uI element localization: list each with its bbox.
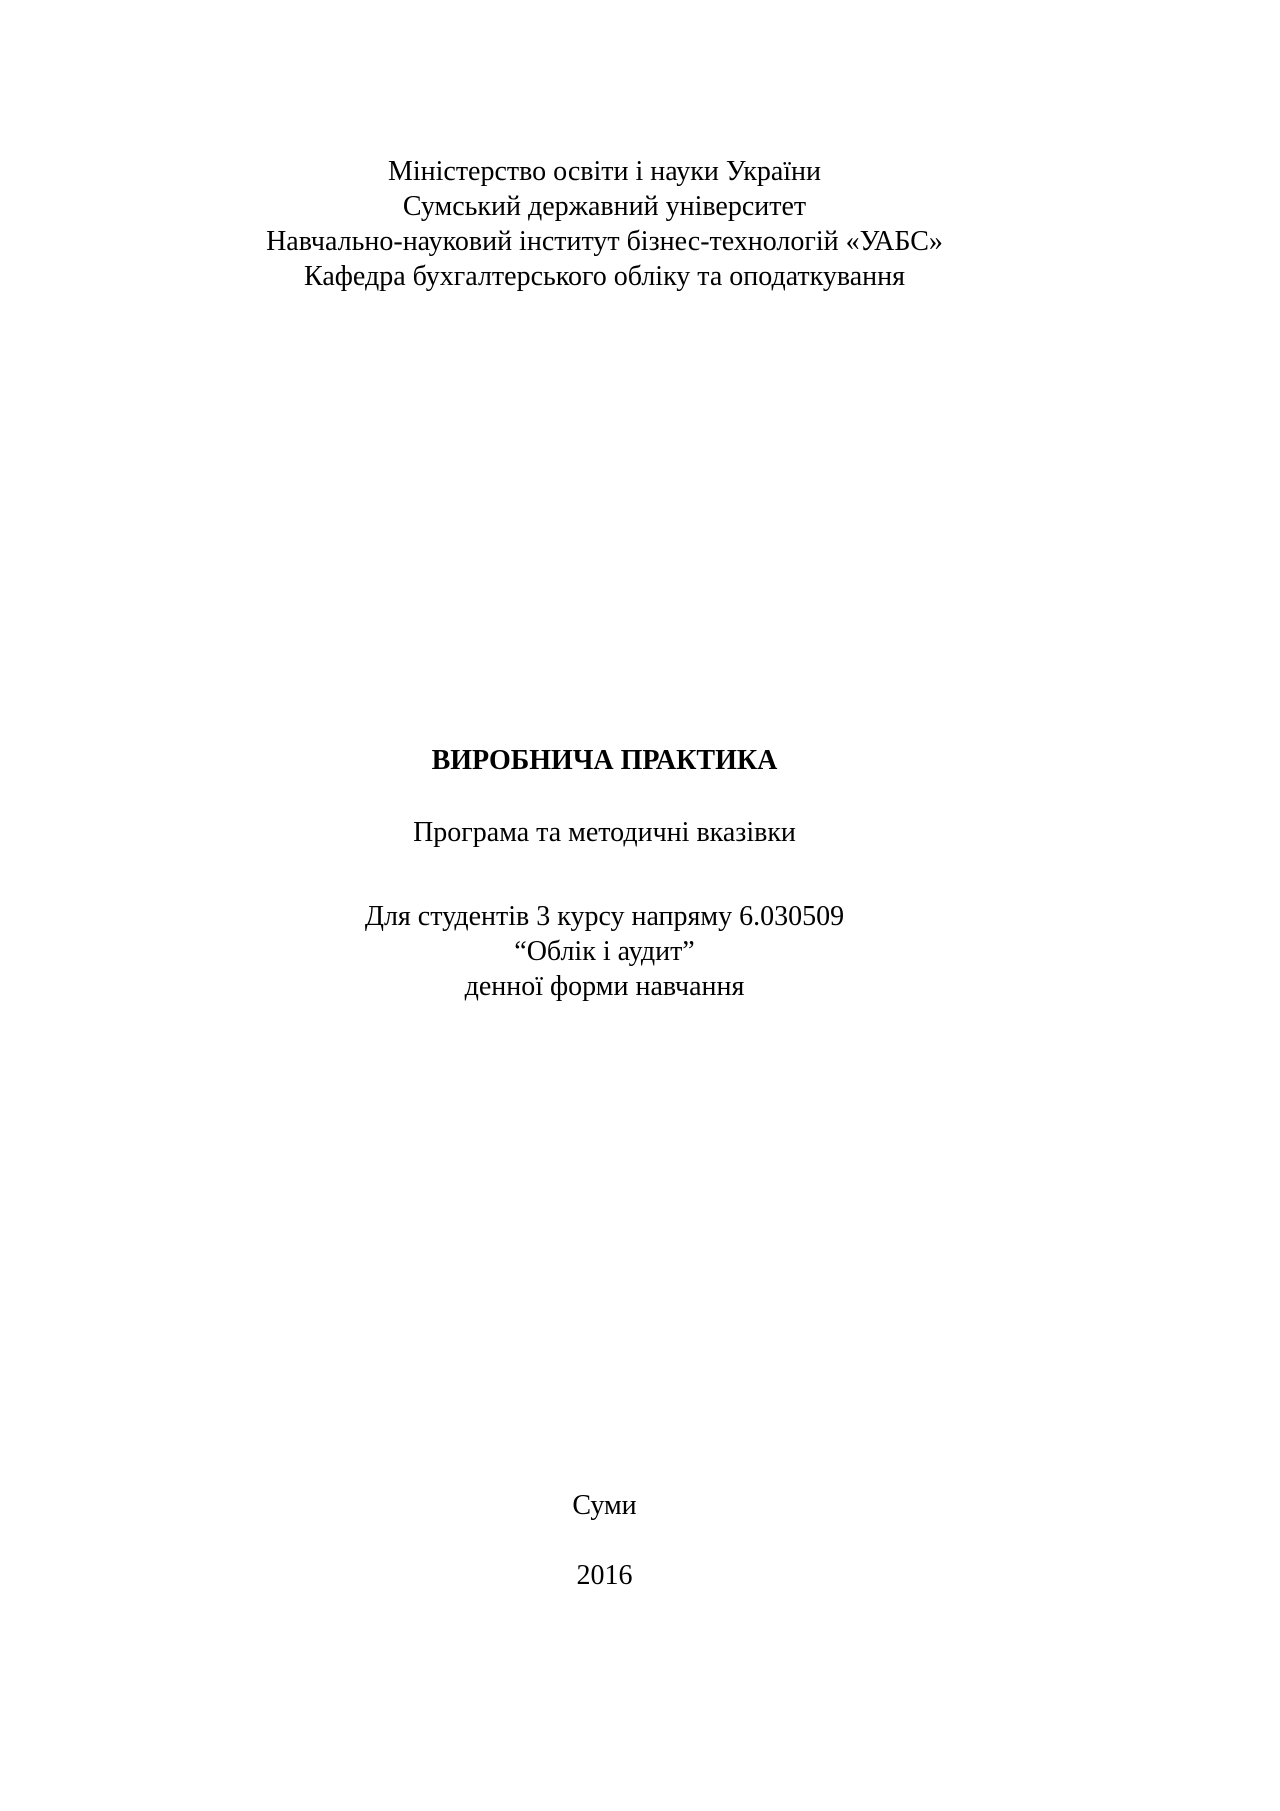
university-line: Сумський державний університет <box>402 191 807 222</box>
audience-line: Для студентів 3 курсу напряму 6.030509 <box>364 901 845 932</box>
document-title: ВИРОБНИЧА ПРАКТИКА <box>431 745 778 776</box>
institution-header <box>0 154 1209 294</box>
department-line: Кафедра бухгалтерського обліку та оподаткування <box>304 261 905 292</box>
study-form-line: денної форми навчання <box>464 971 745 1002</box>
ministry-line: Міністерство освіти і науки України <box>387 156 822 187</box>
institute-line: Навчально-науковий інститут бізнес-технологій «УАБС» <box>266 226 943 257</box>
document-subtitle: Програма та методичні вказівки <box>413 817 796 848</box>
city-name: Суми <box>572 1490 637 1521</box>
specialty-line: “Облік і аудит” <box>514 936 695 967</box>
publication-year: 2016 <box>576 1560 633 1591</box>
audience-block <box>0 899 1209 1004</box>
